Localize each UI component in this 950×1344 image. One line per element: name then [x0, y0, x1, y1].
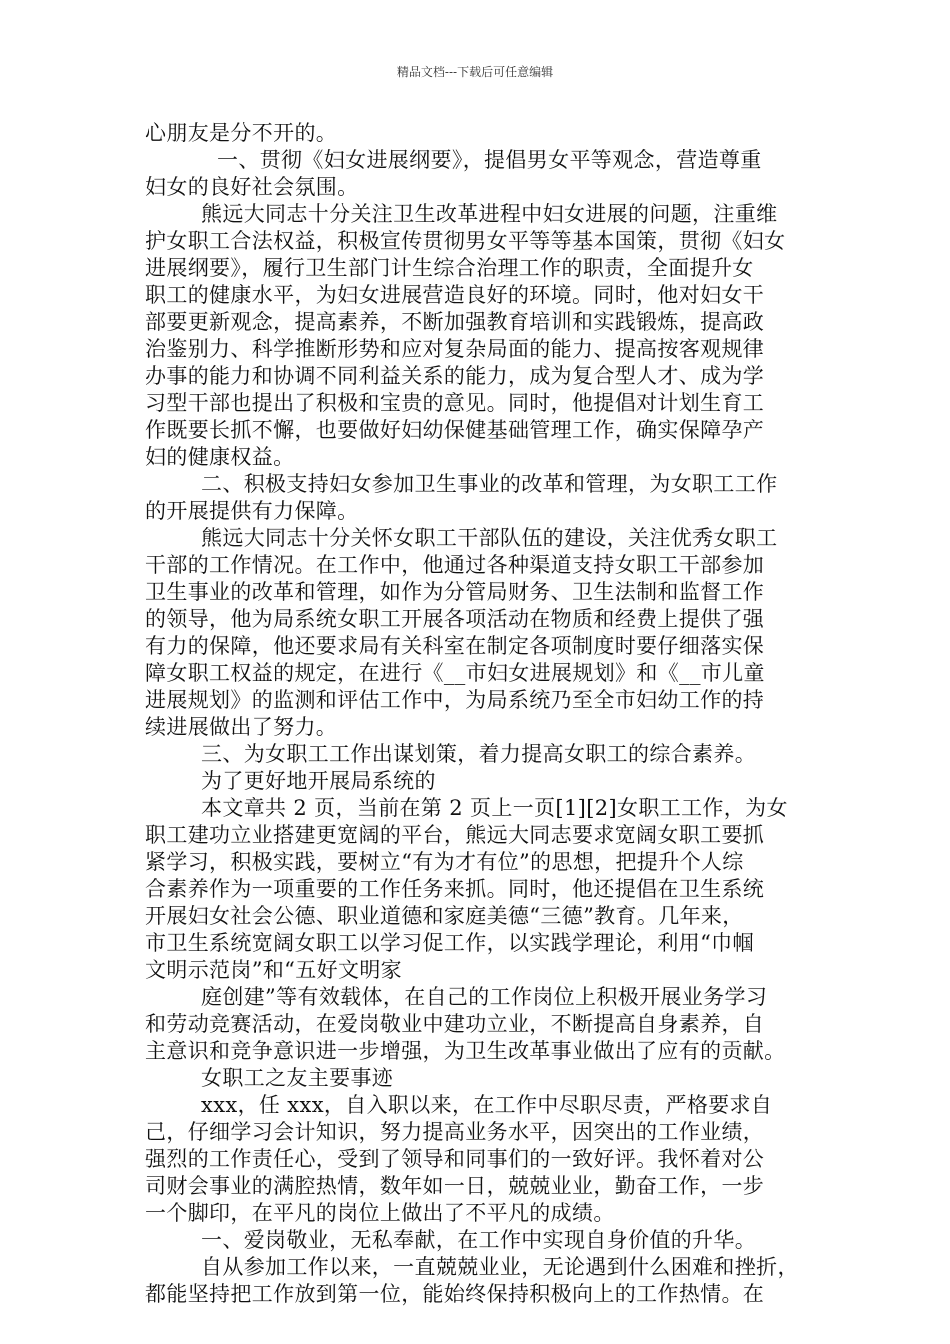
- text-line: 主意识和竞争意识进一步增强，为卫生改革事业做出了应有的贡献。: [145, 1039, 786, 1063]
- text-line: 文明示范岗”和“五好文明家: [145, 958, 403, 982]
- text-line: 和劳动竞赛活动，在爱岗敬业中建功立业，不断提高自身素养，自: [145, 1012, 765, 1036]
- text-line: 治鉴别力、科学推断形势和应对复杂局面的能力、提高按客观规律: [145, 337, 765, 361]
- text-line: 合素养作为一项重要的工作任务来抓。同时，他还提倡在卫生系统: [145, 877, 765, 901]
- text-line: 紧学习，积极实践，要树立“有为才有位”的思想，把提升个人综: [145, 850, 744, 874]
- text-line: 职工的健康水平，为妇女进展营造良好的环境。同时，他对妇女干: [145, 283, 765, 307]
- text-line: 己，仔细学习会计知识，努力提高业务水平，因突出的工作业绩，: [145, 1120, 765, 1144]
- text-line: 熊远大同志十分关怀女职工干部队伍的建设，关注优秀女职工: [201, 526, 778, 550]
- text-line: 续进展做出了努力。: [145, 715, 338, 739]
- text-line: 三、为女职工工作出谋划策，着力提高女职工的综合素养。: [201, 742, 757, 766]
- text-line: 妇的健康权益。: [145, 445, 295, 469]
- text-line: 女职工之友主要事迹: [201, 1066, 394, 1090]
- text-line: 心朋友是分不开的。: [145, 121, 338, 145]
- document-body: [145, 120, 810, 1308]
- text-line: xxx，任 xxx，自入职以来，在工作中尽职尽责，严格要求自: [201, 1093, 773, 1117]
- text-line: 一、爱岗敬业，无私奉献，在工作中实现自身价值的升华。: [201, 1228, 757, 1252]
- text-line: 本文章共 2 页，当前在第 2 页上一页[1][2]女职工工作，为女: [201, 796, 788, 820]
- text-line: 为了更好地开展局系统的: [201, 769, 436, 793]
- text-line: 的开展提供有力保障。: [145, 499, 359, 523]
- text-line: 障女职工权益的规定，在进行《__市妇女进展规划》和《__市儿童: [145, 661, 765, 685]
- text-line: 进展规划》的监测和评估工作中，为局系统乃至全市妇幼工作的持: [145, 688, 765, 712]
- text-line: 庭创建”等有效载体，在自己的工作岗位上积极开展业务学习: [201, 985, 768, 1009]
- text-line: 的领导，他为局系统女职工开展各项活动在物质和经费上提供了强: [145, 607, 765, 631]
- text-line: 进展纲要》，履行卫生部门计生综合治理工作的职责，全面提升女: [145, 256, 754, 280]
- text-line: 习型干部也提出了积极和宝贵的意见。同时，他提倡对计划生育工: [145, 391, 765, 415]
- text-line: 有力的保障，他还要求局有关科室在制定各项制度时要仔细落实保: [145, 634, 765, 658]
- text-line: 干部的工作情况。在工作中，他通过各种渠道支持女职工干部参加: [145, 553, 765, 577]
- text-line: 熊远大同志十分关注卫生改革进程中妇女进展的问题，注重维: [201, 202, 778, 226]
- text-line: 都能坚持把工作放到第一位，能始终保持积极向上的工作热情。在: [145, 1282, 765, 1306]
- text-line: 一、贯彻《妇女进展纲要》，提倡男女平等观念，营造尊重: [217, 148, 762, 172]
- text-line: 办事的能力和协调不同利益关系的能力，成为复合型人才、成为学: [145, 364, 765, 388]
- text-line: 护女职工合法权益，积极宣传贯彻男女平等等基本国策，贯彻《妇女: [145, 229, 786, 253]
- text-line: 部要更新观念，提高素养，不断加强教育培训和实践锻炼，提高政: [145, 310, 765, 334]
- text-line: 市卫生系统宽阔女职工以学习促工作，以实践学理论，利用“巾帼: [145, 931, 754, 955]
- text-line: 作既要长抓不懈，也要做好妇幼保健基础管理工作，确实保障孕产: [145, 418, 765, 442]
- text-line: 职工建功立业搭建更宽阔的平台，熊远大同志要求宽阔女职工要抓: [145, 823, 765, 847]
- text-line: 司财会事业的满腔热情，数年如一日，兢兢业业，勤奋工作，一步: [145, 1174, 765, 1198]
- text-line: 强烈的工作责任心，受到了领导和同事们的一致好评。我怀着对公: [145, 1147, 765, 1171]
- text-line: 二、积极支持妇女参加卫生事业的改革和管理，为女职工工作: [201, 472, 778, 496]
- text-line: 卫生事业的改革和管理，如作为分管局财务、卫生法制和监督工作: [145, 580, 765, 604]
- text-line: 自从参加工作以来，一直兢兢业业，无论遇到什么困难和挫折，: [201, 1255, 799, 1279]
- text-line: 妇女的良好社会氛围。: [145, 175, 359, 199]
- text-line: 一个脚印，在平凡的岗位上做出了不平凡的成绩。: [145, 1201, 615, 1225]
- text-line: 开展妇女社会公德、职业道德和家庭美德“三德”教育。几年来，: [145, 904, 744, 928]
- page-header: 精品文档---下载后可任意编辑: [396, 65, 554, 79]
